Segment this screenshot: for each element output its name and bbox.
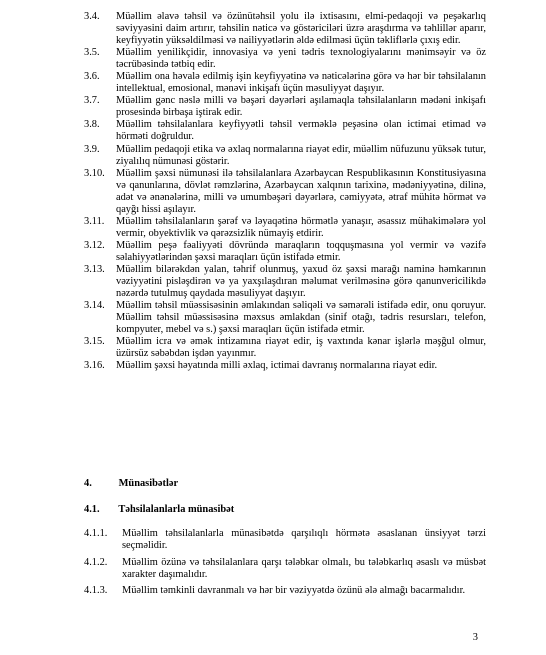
clause-text: Müəllim gənc nəslə milli və bəşəri dəyərləri aşılamaqla təhsilalanların mədəni inkişafı prosesində birbaşa iştirak edir.: [116, 95, 486, 119]
clause-number: 3.7.: [84, 95, 100, 107]
clause-number: 3.5.: [84, 47, 100, 59]
clause-item: [84, 168, 486, 216]
section-number: 4.: [84, 478, 92, 489]
subclause-item: [84, 528, 486, 553]
section-heading-4: [84, 478, 178, 489]
subsection-heading-4-1: [84, 504, 234, 515]
clause-text: Müəllim təhsilalanların şərəf və ləyaqətinə hörmətlə yanaşır, əsassız mühakimələrə yol vermir, obyektivlik və qərəzsizlik nümayiş etdirir.: [116, 215, 486, 239]
subsection-number: 4.1.: [84, 504, 100, 515]
clause-number: 3.4.: [84, 11, 100, 22]
clause-number: 3.14.: [84, 300, 105, 312]
clause-number: 3.8.: [84, 119, 100, 131]
subclause-number: 4.1.3.: [84, 585, 108, 597]
clause-item: [84, 264, 486, 300]
clause-number: 3.11.: [84, 215, 105, 227]
subclause-text: Müəllim təmkinli davranmalı və hər bir vəziyyətdə özünü ələ almağı bacarmalıdır.: [122, 585, 466, 597]
clause-item: [84, 300, 486, 336]
clause-text: Müəllim bilərəkdən yalan, təhrif olunmuş, yaxud öz şəxsi marağı naminə həmkarının vəziyyətini pisləşdirən və ya yaxşılaşdıran məlumat verilməsinə görə qanunvericilikdə nəzərdə tutulmuş qaydada məsuliyyət daşıyır.: [116, 263, 486, 300]
clause-text: Müəllim peşə fəaliyyəti dövründə maraqların toqquşmasına yol vermir və vəzifə səlahiyyətlərindən şəxsi maraqları üçün istifadə etmir.: [116, 239, 486, 263]
clause-item: [84, 360, 486, 372]
clause-number: 3.12.: [84, 239, 105, 251]
clause-item: [84, 47, 486, 71]
clause-item: [84, 336, 486, 360]
clause-text: Müəllim yenilikçidir, innovasiya və yeni tədris texnologiyalarını mənimsəyir və öz təcrübəsində tətbiq edir.: [116, 47, 486, 71]
clause-item: [84, 216, 486, 240]
clause-text: Müəllim əlavə təhsil və özünütəhsil yolu ilə ixtisasını, elmi-pedaqoji və peşəkarlıq səviyyəsini daim artırır, təhsilin nəticə və göstəriciləri üzrə araşdırma və təhlillər aparır, keyfiyyətin yüksəldilməsi və nailiyyətlərin əldə edilməsi üçün təkliflərlə çıxış edir.: [116, 11, 486, 47]
subclause-text: Müəllim təhsilalanlarla münasibətdə qarşılıqlı hörmətə əsaslanan ünsiyyət tərzi seçməlidir.: [122, 528, 486, 552]
clause-text: Müəllim pedaqoji etika və əxlaq normalarına riayət edir, müəllim nüfuzunu yüksək tutur, ziyalılıq nümunəsi göstərir.: [116, 143, 486, 167]
clause-text: Müəllim icra və əmək intizamına riayət edir, iş vaxtında kənar işlərlə məşğul olmur, üzürsüz səbəbdən işdən yayınmır.: [116, 336, 486, 360]
clause-text: Müəllim şəxsi nümunəsi ilə təhsilalanlara Azərbaycan Respublikasının Konstitusiyasına və qanunlarına, dövlət rəmzlərinə, Azərbaycan xalqının tarixinə, mədəniyyətinə, dilinə, adət və ənənələrinə, milli və umumbəşəri dəyərlərə, cəmiyyətə, ətraf mühitə hörmət və qayğı hissi aşılayır.: [116, 167, 486, 215]
clause-text: Müəllim şəxsi həyatında milli əxlaq, ictimai davranış normalarına riayət edir.: [116, 360, 438, 372]
clause-item: [84, 240, 486, 264]
clause-item: [84, 71, 486, 95]
clause-number: 3.15.: [84, 336, 105, 348]
clause-item: [84, 95, 486, 119]
page-number: 3: [472, 632, 478, 643]
subclause-item: [84, 585, 486, 597]
subclause-list: [84, 528, 486, 601]
subclause-text: Müəllim özünə və təhsilalanlara qarşı tələbkar olmalı, bu tələbkarlıq əsaslı və müsbət xarakter daşımalıdır.: [122, 556, 486, 580]
clause-list: [84, 11, 486, 372]
clause-text: Müəllim ona həvalə edilmiş işin keyfiyyətinə və nəticələrinə görə və hər bir təhsilalanın intellektual, emosional, mənəvi inkişafı üçün məsuliyyət daşıyır.: [116, 71, 486, 95]
clause-text: Müəllim təhsil müəssisəsinin əmlakından səliqəli və səmərəli istifadə edir, onu qoruyur. Müəllim təhsil müəssisəsinə məxsus əmlakdan (sinif otağı, tədris resursları, telefon, kompyuter, mebel və s.) şəxsi maraqları üçün istifadə etmir.: [116, 300, 486, 336]
section-title: Münasibətlər: [118, 478, 179, 489]
subclause-number: 4.1.1.: [84, 528, 108, 539]
subclause-item: [84, 557, 486, 582]
clause-number: 3.16.: [84, 360, 105, 372]
subclause-number: 4.1.2.: [84, 556, 108, 568]
clause-number: 3.9.: [84, 143, 100, 155]
clause-item: [84, 119, 486, 143]
clause-number: 3.13.: [84, 263, 105, 275]
clause-number: 3.10.: [84, 167, 105, 179]
clause-item: [84, 11, 486, 47]
clause-item: [84, 144, 486, 168]
clause-text: Müəllim təhsilalanlara keyfiyyətli təhsil verməklə peşəsinə olan ictimai etimad və hörməti doğruldur.: [116, 119, 486, 143]
clause-number: 3.6.: [84, 71, 100, 83]
subsection-title: Təhsilalanlarla münasibət: [118, 504, 235, 515]
